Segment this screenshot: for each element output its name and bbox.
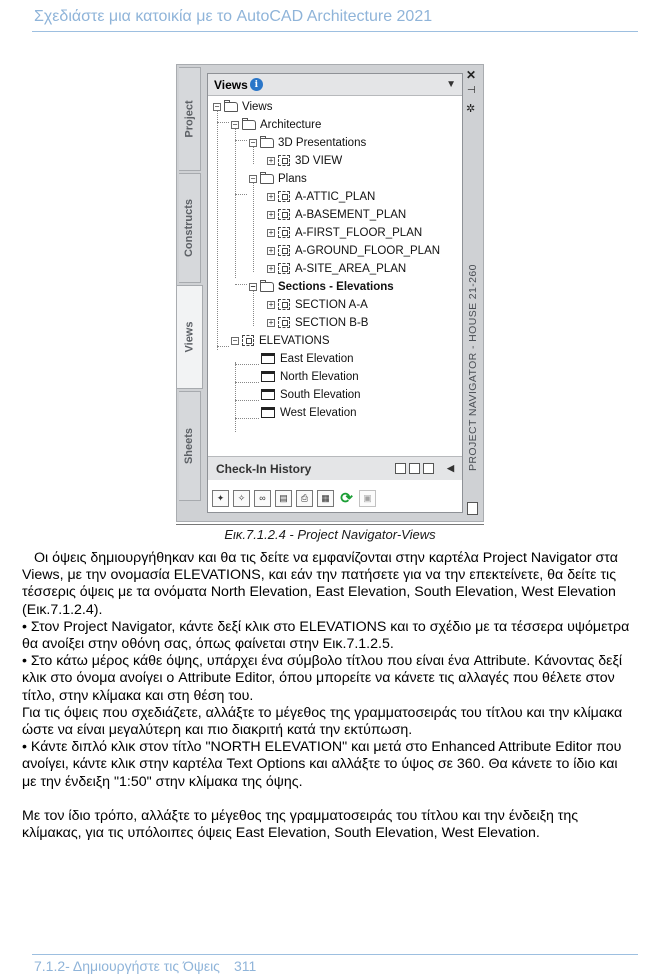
add-category-icon[interactable]: ✧ bbox=[233, 490, 250, 507]
tree-node-elevation[interactable]: South Elevation bbox=[261, 386, 361, 403]
collapse-icon[interactable]: − bbox=[232, 119, 238, 129]
tree-node-architecture[interactable]: − Architecture bbox=[232, 118, 322, 131]
layout-icon[interactable] bbox=[409, 463, 420, 474]
panel-header bbox=[208, 74, 462, 96]
collapse-icon[interactable]: − bbox=[250, 137, 256, 147]
tree-node-3d-view[interactable]: + 3D VIEW bbox=[268, 154, 343, 167]
check-in-history-label: Check-In History bbox=[216, 461, 312, 476]
paragraph: Οι όψεις δημιουργήθηκαν και θα τις δείτε να εμφανίζονται στην καρτέλα Project Navigator στα Views, με την ονομασία ELEVATIONS, και εάν την πατήσετε για να την επεκτείνετε, θα δείτε τις τέσσερις όψεις με τα ονόματα North Elevation, East Elevation, South Elevation, West Elevation (Εικ.7.1.2.4). bbox=[22, 550, 618, 618]
elevation-view-icon bbox=[242, 335, 254, 346]
tree-node-plan[interactable]: + A-SITE_AREA_PLAN bbox=[268, 262, 407, 275]
folder-open-icon bbox=[260, 138, 274, 148]
expand-icon[interactable]: + bbox=[268, 245, 274, 255]
project-navigator-screenshot bbox=[176, 64, 484, 522]
elevation-icon bbox=[261, 407, 275, 418]
expand-icon[interactable]: + bbox=[268, 299, 274, 309]
view-icon bbox=[278, 191, 290, 202]
tab-constructs[interactable]: Constructs bbox=[179, 173, 201, 283]
tree-node-plans[interactable]: − Plans bbox=[250, 172, 307, 185]
views-tree bbox=[208, 96, 462, 454]
paragraph: • Στο κάτω μέρος κάθε όψης, υπάρχει ένα σύμβολο τίτλου που είναι ένα Attribute. Κάνοντας δεξί κλικ στο όνομα ανοίγει ο Attribute Editor, όπου μπορείτε να κάνετε τις αλλαγές που θέλετε στον τίτλο, στην κλίμακα και στη θέση του. bbox=[22, 653, 622, 704]
folder-open-icon bbox=[242, 120, 256, 130]
panel-title: Views bbox=[214, 77, 248, 92]
tab-views[interactable]: Views bbox=[177, 285, 203, 389]
tree-node-plan[interactable]: + A-ATTIC_PLAN bbox=[268, 190, 376, 203]
history-icon[interactable] bbox=[395, 463, 406, 474]
paragraph: Για τις όψεις που σχεδιάζετε, αλλάξτε το μέγεθος της γραμματοσειράς του τίτλου και την κλίμακα ώστε να είναι μεγαλύτερη και πιο διακριτή κατά την εκτύπωση. bbox=[22, 704, 623, 739]
view-icon bbox=[278, 263, 290, 274]
document-icon[interactable] bbox=[467, 502, 478, 515]
details-icon[interactable]: ▦ bbox=[317, 490, 334, 507]
page-header: Σχεδιάστε μια κατοικία με το AutoCAD Architecture 2021 bbox=[34, 8, 433, 25]
views-panel bbox=[207, 73, 463, 513]
expand-icon[interactable]: + bbox=[268, 317, 274, 327]
tree-node-views[interactable]: − Views bbox=[214, 100, 273, 113]
palette-side-strip bbox=[463, 65, 481, 521]
add-view-icon[interactable]: ✦ bbox=[212, 490, 229, 507]
zoom-icon[interactable] bbox=[423, 463, 434, 474]
tab-sheets[interactable]: Sheets bbox=[179, 391, 201, 501]
refresh-icon[interactable]: ⟳ bbox=[340, 490, 353, 507]
info-icon[interactable]: i bbox=[250, 78, 263, 91]
page-footer bbox=[34, 958, 256, 974]
paragraph: • Στον Project Navigator, κάντε δεξί κλικ στο ELEVATIONS και το σχέδιο με τα τέσσερα υψόμετρα θα ανοίξει στην οθόνη σας, όπως φαίνεται στην Εικ.7.1.2.5. bbox=[22, 618, 630, 653]
tree-node-elevation[interactable]: North Elevation bbox=[261, 368, 359, 385]
page-number: 311 bbox=[233, 958, 257, 974]
pin-icon[interactable]: ⊣ bbox=[467, 85, 476, 96]
collapse-icon[interactable]: − bbox=[232, 335, 238, 345]
tree-node-plan[interactable]: + A-FIRST_FLOOR_PLAN bbox=[268, 226, 423, 239]
expand-icon[interactable]: + bbox=[268, 263, 274, 273]
folder-open-icon bbox=[260, 282, 274, 292]
tree-node-section[interactable]: + SECTION A-A bbox=[268, 298, 368, 311]
view-icon bbox=[278, 209, 290, 220]
elevation-icon bbox=[261, 389, 275, 400]
view-icon bbox=[278, 227, 290, 238]
expand-icon[interactable]: + bbox=[268, 209, 274, 219]
tree-node-elevations[interactable]: − ELEVATIONS bbox=[232, 334, 330, 347]
chevron-down-icon[interactable]: ▼ bbox=[446, 79, 456, 90]
tree-node-plan[interactable]: + A-BASEMENT_PLAN bbox=[268, 208, 407, 221]
figure-caption: Εικ.7.1.2.4 - Project Navigator-Views bbox=[176, 524, 484, 542]
plot-icon[interactable]: ⎙ bbox=[296, 490, 313, 507]
tree-node-sections-elevations[interactable]: − Sections - Elevations bbox=[250, 280, 394, 293]
view-icon bbox=[278, 245, 290, 256]
paragraph: • Κάντε διπλό κλικ στον τίτλο "NORTH ELEVATION" και μετά στο Enhanced Attribute Editor που ανοίγει, κάντε κλικ στην καρτέλα Text Options και αλλάξτε το ύψος σε 360. Θα κάνετε το ίδιο και με την ένδειξη "1:50" στην κλίμακα της όψης. bbox=[22, 739, 622, 790]
close-icon[interactable]: ✕ bbox=[466, 68, 477, 82]
tree-node-plan[interactable]: + A-GROUND_FLOOR_PLAN bbox=[268, 244, 441, 257]
footer-rule bbox=[32, 954, 638, 955]
expand-icon[interactable]: + bbox=[268, 227, 274, 237]
vertical-tabs bbox=[177, 65, 203, 521]
tree-node-3d-presentations[interactable]: − 3D Presentations bbox=[250, 136, 367, 149]
tab-project[interactable]: Project bbox=[179, 67, 201, 171]
link-icon[interactable]: ∞ bbox=[254, 490, 271, 507]
header-rule bbox=[32, 31, 638, 32]
paragraph: Με τον ίδιο τρόπο, αλλάξτε το μέγεθος της γραμματοσειράς του τίτλου και την ένδειξη της κλίμακας, για τις υπόλοιπες όψεις East Elevation, South Elevation, West Elevation. bbox=[22, 807, 579, 842]
folder-open-icon bbox=[224, 102, 238, 112]
elevation-icon bbox=[261, 353, 275, 364]
palette-title: PROJECT NAVIGATOR - HOUSE 21-260 bbox=[467, 264, 479, 471]
chevron-left-icon[interactable]: ◀ bbox=[447, 463, 454, 473]
gear-icon[interactable]: ✲ bbox=[466, 103, 476, 115]
elevation-icon bbox=[261, 371, 275, 382]
folder-open-icon bbox=[260, 174, 274, 184]
tree-node-section[interactable]: + SECTION B-B bbox=[268, 316, 369, 329]
tree-node-elevation[interactable]: East Elevation bbox=[261, 350, 354, 367]
expand-icon[interactable]: + bbox=[268, 155, 274, 165]
navigator-toolbar bbox=[208, 484, 462, 512]
section-view-icon bbox=[278, 299, 290, 310]
check-in-history-bar[interactable] bbox=[208, 456, 462, 480]
tree-node-elevation[interactable]: West Elevation bbox=[261, 404, 357, 421]
collapse-icon[interactable]: − bbox=[250, 173, 256, 183]
collapse-icon[interactable]: − bbox=[214, 101, 220, 111]
sync-icon[interactable]: ▣ bbox=[359, 490, 376, 507]
body-text bbox=[22, 550, 632, 842]
footer-section: 7.1.2- Δημιουργήστε τις Όψεις bbox=[34, 958, 220, 974]
expand-icon[interactable]: + bbox=[268, 191, 274, 201]
view-icon bbox=[278, 155, 290, 166]
section-view-icon bbox=[278, 317, 290, 328]
collapse-icon[interactable]: − bbox=[250, 281, 256, 291]
properties-icon[interactable]: ▤ bbox=[275, 490, 292, 507]
